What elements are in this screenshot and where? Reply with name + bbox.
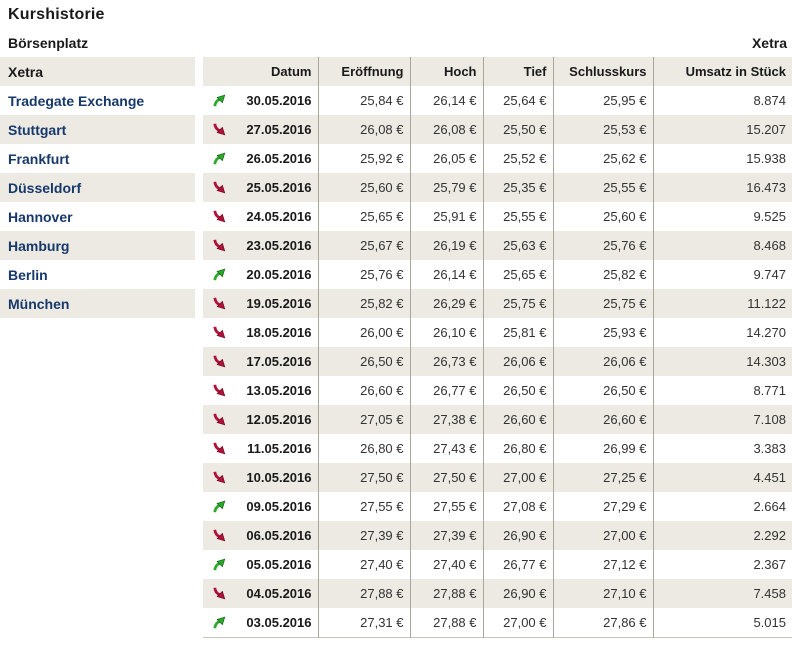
table-row [203,144,792,173]
umsatz-cell: 16.473 [653,173,792,202]
datum-cell [203,260,318,289]
tief-cell: 27,00 € [483,463,553,492]
tief-cell: 25,52 € [483,144,553,173]
hoch-cell: 27,50 € [410,463,483,492]
trend-down-icon [213,355,226,368]
table-row [203,86,792,115]
schlusskurs-cell: 27,25 € [553,463,653,492]
datum-value: 05.05.2016 [246,557,312,572]
trend-down-icon [213,384,226,397]
hoch-cell: 27,88 € [410,608,483,637]
umsatz-cell: 2.292 [653,521,792,550]
eroeffnung-cell: 25,67 € [318,231,410,260]
schlusskurs-cell: 25,53 € [553,115,653,144]
schlusskurs-cell: 27,10 € [553,579,653,608]
column-header-tief: Tief [483,57,553,86]
sidebar-item-muenchen[interactable] [0,289,195,318]
eroeffnung-cell: 25,76 € [318,260,410,289]
umsatz-cell: 2.664 [653,492,792,521]
datum-cell [203,231,318,260]
datum-cell [203,318,318,347]
hoch-cell: 25,91 € [410,202,483,231]
hoch-cell: 26,14 € [410,260,483,289]
datum-cell [203,86,318,115]
trend-up-icon [213,152,226,165]
eroeffnung-cell: 25,92 € [318,144,410,173]
eroeffnung-cell: 27,40 € [318,550,410,579]
hoch-cell: 26,29 € [410,289,483,318]
eroeffnung-cell: 25,60 € [318,173,410,202]
price-history-table-wrap [203,57,792,638]
tief-cell: 25,64 € [483,86,553,115]
umsatz-cell: 2.367 [653,550,792,579]
trend-down-icon [213,123,226,136]
table-row [203,376,792,405]
column-header-datum: Datum [203,57,318,86]
umsatz-cell: 15.938 [653,144,792,173]
eroeffnung-cell: 27,88 € [318,579,410,608]
tief-cell: 26,50 € [483,376,553,405]
umsatz-cell: 4.451 [653,463,792,492]
datum-value: 09.05.2016 [246,499,312,514]
boersenplatz-label: Börsenplatz [8,35,89,51]
table-row [203,434,792,463]
datum-cell [203,579,318,608]
datum-cell [203,608,318,637]
trend-down-icon [213,471,226,484]
table-row [203,115,792,144]
table-row [203,289,792,318]
datum-value: 10.05.2016 [246,470,312,485]
table-header-row [203,57,792,86]
sidebar [0,57,195,318]
datum-value: 20.05.2016 [246,267,312,282]
tief-cell: 27,00 € [483,608,553,637]
datum-cell [203,521,318,550]
trend-up-icon [213,558,226,571]
hoch-cell: 26,05 € [410,144,483,173]
hoch-cell: 26,10 € [410,318,483,347]
datum-cell [203,347,318,376]
sidebar-item-label: Tradegate Exchange [8,92,145,109]
eroeffnung-cell: 27,50 € [318,463,410,492]
column-header-eroeffnung: Eröffnung [318,57,410,86]
datum-value: 04.05.2016 [246,586,312,601]
umsatz-cell: 7.108 [653,405,792,434]
schlusskurs-cell: 25,95 € [553,86,653,115]
schlusskurs-cell: 27,12 € [553,550,653,579]
schlusskurs-cell: 26,50 € [553,376,653,405]
trend-down-icon [213,210,226,223]
eroeffnung-cell: 27,55 € [318,492,410,521]
schlusskurs-cell: 27,00 € [553,521,653,550]
umsatz-cell: 8.468 [653,231,792,260]
trend-down-icon [213,413,226,426]
tief-cell: 25,63 € [483,231,553,260]
schlusskurs-cell: 25,82 € [553,260,653,289]
datum-value: 17.05.2016 [246,354,312,369]
trend-down-icon [213,181,226,194]
tief-cell: 25,65 € [483,260,553,289]
selected-exchange-value: Xetra [751,35,787,51]
sidebar-item-label: Stuttgart [8,121,67,138]
sidebar-item-frankfurt[interactable] [0,144,195,173]
eroeffnung-cell: 25,82 € [318,289,410,318]
schlusskurs-cell: 26,60 € [553,405,653,434]
sidebar-item-label: Hannover [8,208,73,225]
tief-cell: 26,90 € [483,521,553,550]
sidebar-item-berlin[interactable] [0,260,195,289]
page-title: Kurshistorie [8,6,105,23]
tief-cell: 26,80 € [483,434,553,463]
table-row [203,260,792,289]
trend-down-icon [213,587,226,600]
tief-cell: 26,77 € [483,550,553,579]
tief-cell: 26,60 € [483,405,553,434]
column-header-schlusskurs: Schlusskurs [553,57,653,86]
datum-value: 27.05.2016 [246,122,312,137]
column-header-hoch: Hoch [410,57,483,86]
umsatz-cell: 14.303 [653,347,792,376]
tief-cell: 26,90 € [483,579,553,608]
schlusskurs-cell: 25,60 € [553,202,653,231]
schlusskurs-cell: 25,93 € [553,318,653,347]
datum-cell [203,173,318,202]
datum-cell [203,550,318,579]
tief-cell: 25,55 € [483,202,553,231]
datum-cell [203,434,318,463]
table-row [203,231,792,260]
tief-cell: 25,50 € [483,115,553,144]
hoch-cell: 25,79 € [410,173,483,202]
sidebar-item-label: Frankfurt [8,150,70,167]
main-layout [0,57,792,638]
datum-value: 23.05.2016 [246,238,312,253]
table-row [203,405,792,434]
datum-value: 06.05.2016 [246,528,312,543]
schlusskurs-cell: 25,62 € [553,144,653,173]
hoch-cell: 26,08 € [410,115,483,144]
eroeffnung-cell: 26,08 € [318,115,410,144]
umsatz-cell: 5.015 [653,608,792,637]
sidebar-item-duesseldorf[interactable] [0,173,195,202]
subheader [0,24,792,57]
hoch-cell: 27,39 € [410,521,483,550]
tief-cell: 26,06 € [483,347,553,376]
datum-value: 26.05.2016 [246,151,312,166]
eroeffnung-cell: 27,39 € [318,521,410,550]
eroeffnung-cell: 25,84 € [318,86,410,115]
schlusskurs-cell: 25,55 € [553,173,653,202]
eroeffnung-cell: 26,00 € [318,318,410,347]
sidebar-item-stuttgart[interactable] [0,115,195,144]
schlusskurs-cell: 27,86 € [553,608,653,637]
table-row [203,492,792,521]
datum-value: 18.05.2016 [246,325,312,340]
umsatz-cell: 11.122 [653,289,792,318]
hoch-cell: 27,43 € [410,434,483,463]
table-row [203,318,792,347]
umsatz-cell: 8.874 [653,86,792,115]
hoch-cell: 27,40 € [410,550,483,579]
umsatz-cell: 9.747 [653,260,792,289]
trend-down-icon [213,529,226,542]
umsatz-cell: 7.458 [653,579,792,608]
eroeffnung-cell: 27,05 € [318,405,410,434]
sidebar-item-xetra[interactable] [0,57,195,86]
sidebar-item-label: Xetra [8,63,44,80]
eroeffnung-cell: 26,50 € [318,347,410,376]
schlusskurs-cell: 26,99 € [553,434,653,463]
trend-down-icon [213,239,226,252]
tief-cell: 25,75 € [483,289,553,318]
hoch-cell: 26,19 € [410,231,483,260]
trend-down-icon [213,326,226,339]
table-row [203,173,792,202]
schlusskurs-cell: 27,29 € [553,492,653,521]
umsatz-cell: 3.383 [653,434,792,463]
hoch-cell: 27,88 € [410,579,483,608]
datum-value: 30.05.2016 [246,93,312,108]
datum-cell [203,289,318,318]
datum-value: 11.05.2016 [247,441,312,456]
schlusskurs-cell: 26,06 € [553,347,653,376]
hoch-cell: 27,38 € [410,405,483,434]
sidebar-item-label: Hamburg [8,237,70,254]
table-row [203,521,792,550]
trend-up-icon [213,500,226,513]
table-body [203,86,792,637]
eroeffnung-cell: 27,31 € [318,608,410,637]
datum-value: 13.05.2016 [246,383,312,398]
datum-cell [203,144,318,173]
table-row [203,463,792,492]
sidebar-item-label: Düsseldorf [8,179,82,196]
trend-up-icon [213,268,226,281]
hoch-cell: 26,77 € [410,376,483,405]
tief-cell: 25,35 € [483,173,553,202]
column-header-umsatz: Umsatz in Stück [653,57,792,86]
datum-cell [203,492,318,521]
trend-up-icon [213,94,226,107]
table-row [203,608,792,637]
table-row [203,202,792,231]
eroeffnung-cell: 26,80 € [318,434,410,463]
sidebar-item-label: München [8,295,70,312]
datum-value: 12.05.2016 [246,412,312,427]
trend-down-icon [213,442,226,455]
sidebar-item-tradegate-exchange[interactable] [0,86,195,115]
tief-cell: 27,08 € [483,492,553,521]
datum-cell [203,405,318,434]
trend-up-icon [213,616,226,629]
table-row [203,550,792,579]
trend-down-icon [213,297,226,310]
schlusskurs-cell: 25,75 € [553,289,653,318]
datum-cell [203,463,318,492]
umsatz-cell: 14.270 [653,318,792,347]
umsatz-cell: 15.207 [653,115,792,144]
eroeffnung-cell: 26,60 € [318,376,410,405]
datum-cell [203,376,318,405]
sidebar-item-label: Berlin [8,266,48,283]
table-row [203,579,792,608]
tief-cell: 25,81 € [483,318,553,347]
table-row [203,347,792,376]
datum-value: 25.05.2016 [246,180,312,195]
sidebar-item-hannover[interactable] [0,202,195,231]
hoch-cell: 27,55 € [410,492,483,521]
umsatz-cell: 9.525 [653,202,792,231]
hoch-cell: 26,73 € [410,347,483,376]
umsatz-cell: 8.771 [653,376,792,405]
datum-value: 03.05.2016 [246,614,312,630]
datum-value: 19.05.2016 [246,296,312,311]
price-history-table [203,57,792,638]
datum-cell [203,202,318,231]
schlusskurs-cell: 25,76 € [553,231,653,260]
sidebar-item-hamburg[interactable] [0,231,195,260]
eroeffnung-cell: 25,65 € [318,202,410,231]
hoch-cell: 26,14 € [410,86,483,115]
datum-value: 24.05.2016 [246,209,312,224]
datum-cell [203,115,318,144]
